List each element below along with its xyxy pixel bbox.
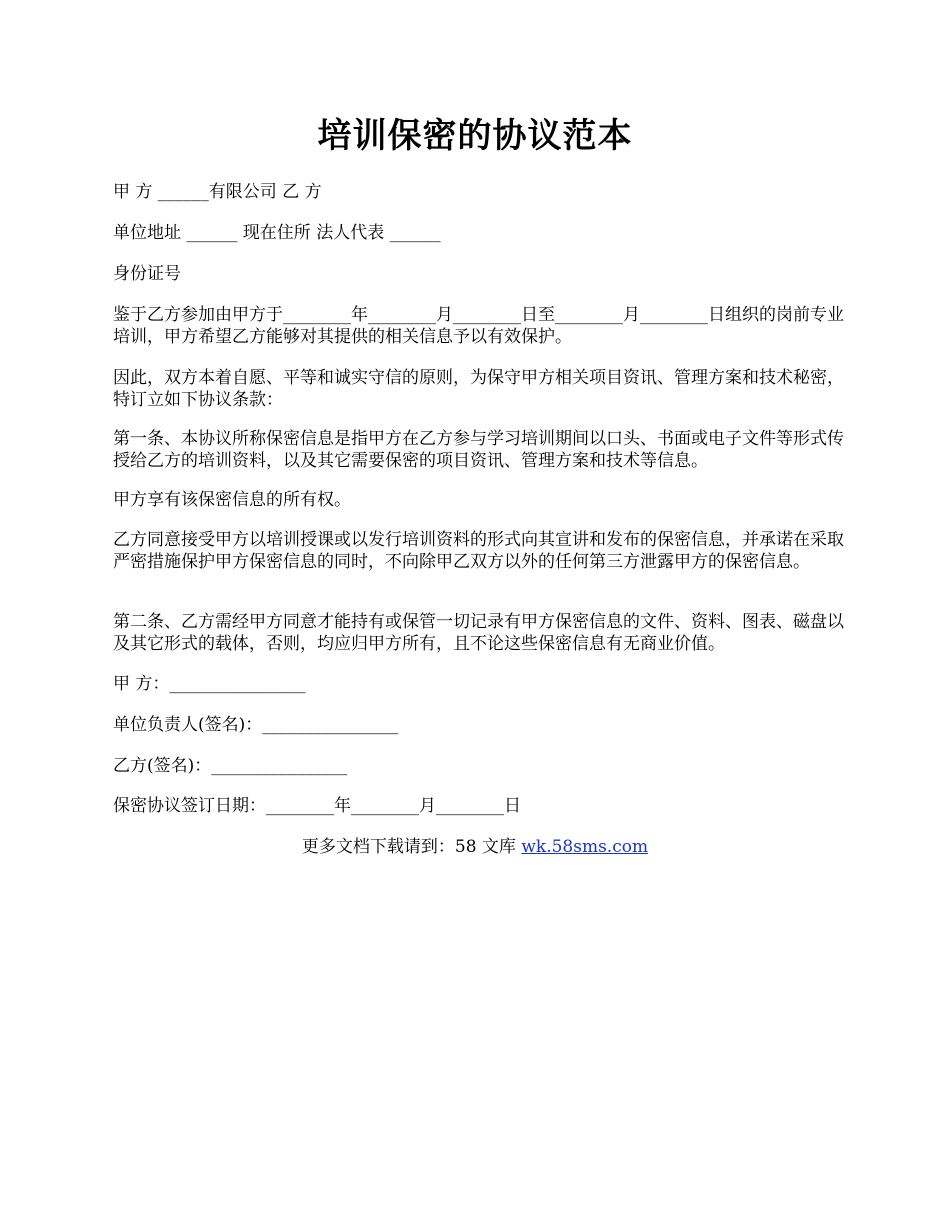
party-a-signature-line: 甲 方：________________ [113, 674, 306, 694]
principle-paragraph: 因此，双方本着自愿、平等和诚实守信的原则，为保守甲方相关项目资讯、管理方案和技术秘密，特订立如下协议条款： [113, 368, 844, 410]
footer-text: 更多文档下载请到：58 文库 [301, 837, 522, 857]
consent-paragraph: 乙方同意接受甲方以培训授课或以发行培训资料的形式向其宣讲和发布的保密信息，并承诺在采取严密措施保护甲方保密信息的同时，不向除甲乙双方以外的任何第三方泄露甲方的保密信息。 [113, 530, 844, 572]
signing-date-line: 保密协议签订日期：________年________月________日 [113, 796, 521, 816]
party-a-line: 甲 方 ______有限公司 乙 方 [113, 182, 322, 202]
article-one-paragraph: 第一条、本协议所称保密信息是指甲方在乙方参与学习培训期间以口头、书面或电子文件等形式传授给乙方的培训资料，以及其它需要保密的项目资讯、管理方案和技术等信息。 [113, 429, 844, 471]
footer-link[interactable]: wk.58sms.com [521, 837, 649, 857]
id-number-line: 身份证号 [113, 264, 181, 284]
document-title: 培训保密的协议范本 [317, 116, 633, 156]
preamble-paragraph: 鉴于乙方参加由甲方于________年________月________日至________月________日组织的岗前专业培训，甲方希望乙方能够对其提供的相关信息予以有效保护。 [113, 305, 844, 347]
address-line: 单位地址 ______ 现在住所 法人代表 ______ [113, 223, 441, 243]
article-two-paragraph: 第二条、乙方需经甲方同意才能持有或保管一切记录有甲方保密信息的文件、资料、图表、磁盘以及其它形式的载体，否则，均应归甲方所有，且不论这些保密信息有无商业价值。 [113, 612, 844, 654]
ownership-paragraph: 甲方享有该保密信息的所有权。 [113, 490, 351, 510]
party-b-signature-line: 乙方(签名)：________________ [113, 756, 348, 776]
unit-leader-signature-line: 单位负责人(签名)：________________ [113, 715, 399, 735]
footer [0, 836, 950, 858]
